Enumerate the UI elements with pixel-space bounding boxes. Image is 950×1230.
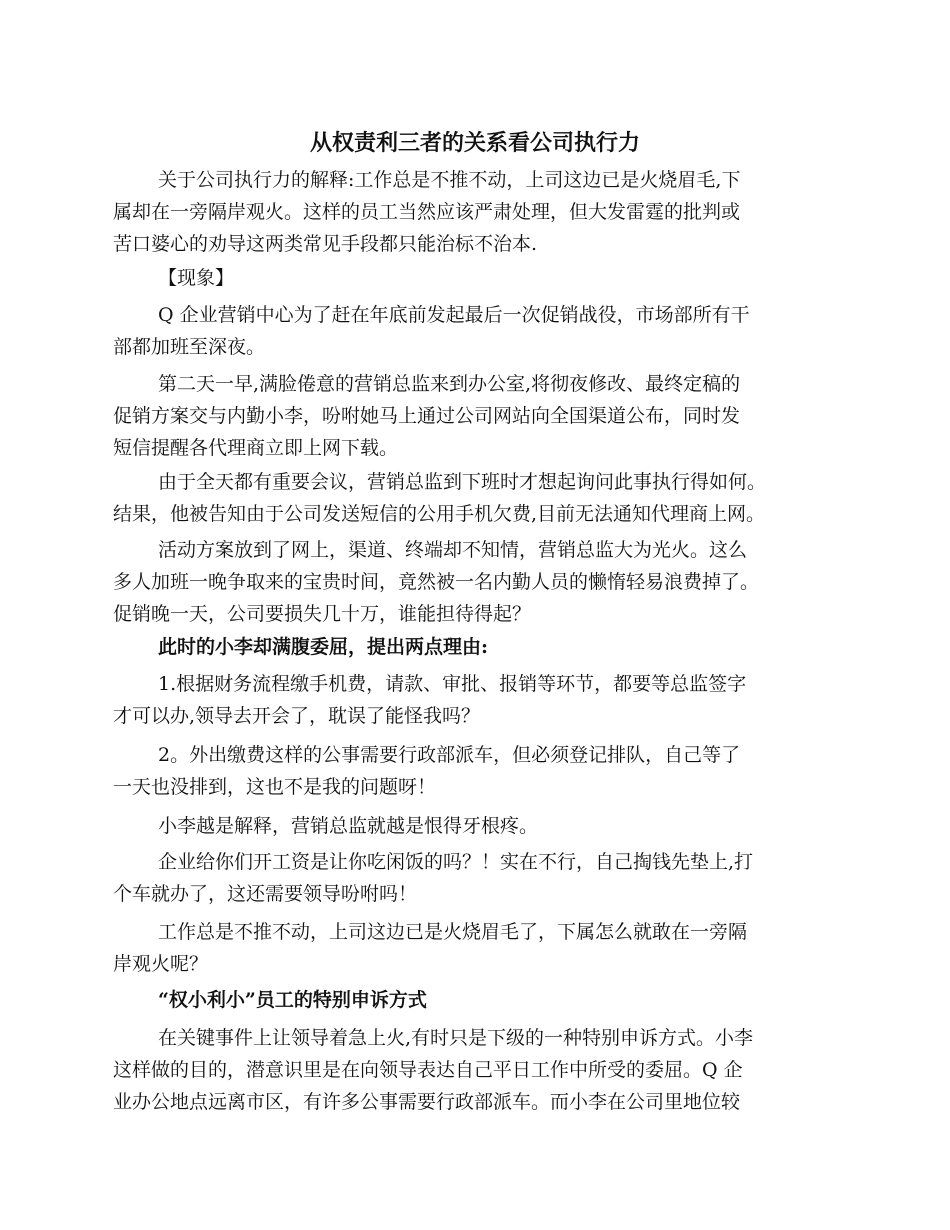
subheading bbox=[113, 984, 853, 1016]
paragraph-line: 一天也没排到，这也不是我的问题呀！ bbox=[113, 776, 437, 798]
subheading bbox=[113, 631, 853, 663]
paragraph-line: 小李越是解释，营销总监就越是恨得牙根疼。 bbox=[158, 815, 539, 837]
paragraph bbox=[113, 668, 853, 732]
paragraph-line: 苦口婆心的劝导这两类常见手段都只能治标不治本. bbox=[113, 233, 538, 255]
paragraph bbox=[113, 534, 853, 630]
paragraph-line: 1.根据财务流程缴手机费，请款、审批、报销等环节，都要等总监签字 bbox=[158, 673, 747, 695]
paragraph bbox=[113, 846, 853, 910]
paragraph-line: 此时的小李却满腹委屈，提出两点理由: bbox=[158, 636, 489, 658]
paragraph-line: 【现象】 bbox=[158, 267, 235, 289]
paragraph bbox=[113, 164, 853, 260]
paragraph-line: 工作总是不推不动，上司这边已是火烧眉毛了，下属怎么就敢在一旁隔 bbox=[158, 921, 748, 943]
paragraph-line: 才可以办,领导去开会了，耽误了能怪我吗？ bbox=[113, 705, 481, 727]
paragraph-line: 结果，他被告知由于公司发送短信的公用手机欠费,目前无法通知代理商上网。 bbox=[113, 503, 766, 525]
paragraph-line: 业办公地点远离市区，有许多公事需要行政部派车。而小李在公司里地位较 bbox=[113, 1091, 741, 1113]
paragraph-line: 岸观火呢？ bbox=[113, 953, 209, 975]
paragraph bbox=[113, 299, 853, 363]
paragraph-line: Q 企业营销中心为了赶在年底前发起最后一次促销战役，市场部所有干 bbox=[158, 304, 750, 326]
paragraph-line: 企业给你们开工资是让你吃闲饭的吗？！实在不行，自己掏钱先垫上,打 bbox=[158, 851, 754, 873]
paragraph-line: 活动方案放到了网上，渠道、终端却不知情，营销总监大为光火。这么 bbox=[158, 539, 748, 561]
paragraph-line: 第二天一早,满脸倦意的营销总监来到办公室,将彻夜修改、最终定稿的 bbox=[158, 373, 741, 395]
paragraph-line: 关于公司执行力的解释:工作总是不推不动，上司这边已是火烧眉毛,下 bbox=[158, 169, 741, 191]
document-title: 从权责利三者的关系看公司执行力 bbox=[309, 129, 640, 156]
paragraph bbox=[113, 739, 853, 803]
paragraph-line: 多人加班一晚争取来的宝贵时间，竟然被一名内勤人员的懒惰轻易浪费掉了。 bbox=[113, 571, 760, 593]
paragraph bbox=[113, 916, 853, 980]
paragraph-line: 促销方案交与内勤小李，吩咐她马上通过公司网站向全国渠道公布，同时发 bbox=[113, 405, 741, 427]
paragraph-line: 短信提醒各代理商立即上网下载。 bbox=[113, 437, 399, 459]
paragraph-line: 属却在一旁隔岸观火。这样的员工当然应该严肃处理，但大发雷霆的批判或 bbox=[113, 201, 741, 223]
paragraph-line: 部都加班至深夜。 bbox=[113, 336, 266, 358]
paragraph-line: 在关键事件上让领导着急上火,有时只是下级的一种特别申诉方式。小李 bbox=[158, 1027, 754, 1049]
paragraph-line: 由于全天都有重要会议，营销总监到下班时才想起询问此事执行得如何。 bbox=[158, 471, 767, 493]
section-label bbox=[113, 262, 853, 294]
paragraph-line: 促销晚一天，公司要损失几十万，谁能担待得起？ bbox=[113, 603, 532, 625]
paragraph-line: “权小利小”员工的特别申诉方式 bbox=[158, 989, 427, 1011]
paragraph bbox=[113, 368, 853, 464]
paragraph bbox=[113, 1022, 853, 1118]
paragraph bbox=[113, 810, 853, 842]
paragraph-line: 个车就办了，这还需要领导吩咐吗！ bbox=[113, 883, 418, 905]
paragraph-line: 2。外出缴费这样的公事需要行政部派车，但必须登记排队，自己等了 bbox=[158, 744, 741, 766]
paragraph-line: 这样做的目的，潜意识里是在向领导表达自己平日工作中所受的委屈。Q 企 bbox=[113, 1059, 743, 1081]
paragraph bbox=[113, 466, 853, 530]
